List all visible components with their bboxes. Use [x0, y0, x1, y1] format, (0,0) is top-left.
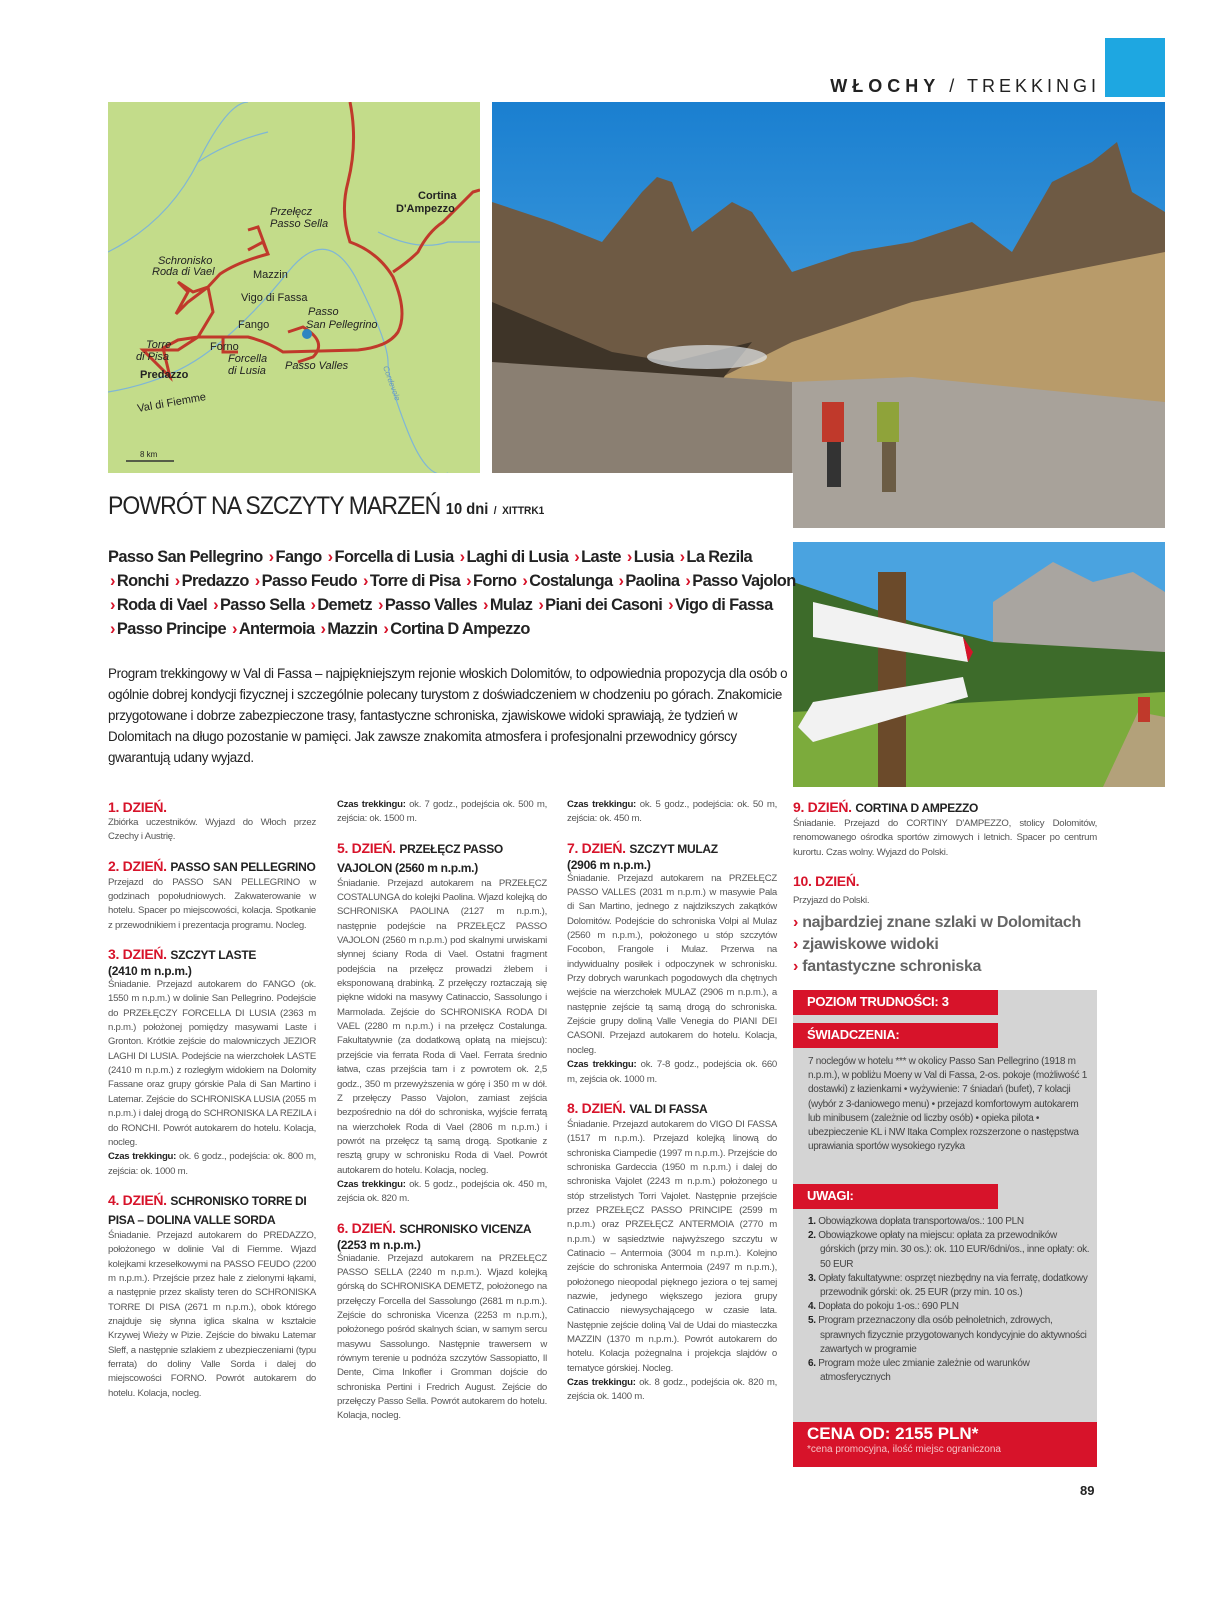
day-label: 8. DZIEŃ. [567, 1099, 626, 1116]
title-separator: / [493, 505, 497, 517]
trip-title [108, 492, 544, 521]
map-label: Vigo di Fassa [241, 292, 308, 304]
highlight-text: najbardziej znane szlaki w Dolomitach [802, 914, 1081, 932]
trip-code: XITTRK1 [502, 505, 545, 517]
highlight-text: fantastyczne schroniska [802, 958, 982, 976]
trekking-time [567, 1058, 777, 1087]
trekking-label: Czas trekkingu: [108, 1151, 177, 1163]
route-itinerary [108, 545, 798, 641]
program-column-4 [793, 798, 1097, 978]
route-stop: Ronchi [116, 572, 169, 590]
header-category: TREKKINGI [966, 76, 1100, 96]
route-stop: Torre di Pisa [369, 572, 461, 590]
day-title: SZCZYT LASTE [170, 948, 257, 963]
day-description: Przejazd do PASSO SAN PELLEGRINO w godzinach popołudniowych. Zakwaterowanie w hotelu. Spacer po miejscowości, kolacja. Spotkanie z przewodnikiem i prezentacja programu. Nocleg. [108, 876, 316, 931]
day-title: SZCZYT MULAZ [629, 841, 718, 856]
highlight-item [793, 956, 1097, 978]
services-text: 7 noclegów w hotelu *** w okolicy Passo San Pellegrino (1918 m n.p.m.), w pobliżu Moeny w Val di Fassa, 2-os. pokoje (możliwość 1 dostawki) z łazienkami • wyżywienie: 7 śniadań (bufet), 7 kolacji (wybór z 3-daniowego menu) • przejazd komfortowym autokarem lub minibusem (zależnie od liczby osób) • opieka pilota • ubezpieczenie KL i NW Itaka Complex rozszerzone o następstwa uprawiania sportów wysokiego ryzyka [808, 1056, 1088, 1153]
day-label: 2. DZIEŃ. [108, 857, 167, 874]
price-box [793, 1422, 1097, 1467]
chevron-right-icon: › [377, 596, 383, 614]
price-label: CENA OD: 2155 PLN* [807, 1424, 979, 1443]
note-text: Program przeznaczony dla osób pełnoletnich, zdrowych, sprawnych fizycznie przygotowanych kondycyjnie do aktywności zawartych w programie [818, 1315, 1087, 1355]
day-heading [108, 1191, 316, 1229]
day-description: Śniadanie. Przejazd autokarem na PRZEŁĘCZ PASSO SELLA (2240 m n.p.m.). Wjazd kolejką górską do SCHRONISKA DEMETZ, położonego na przełęczy Forcella del Sassolungo (2681 m n.p.m.). Zejście do schroniska Vicenza (2253 m n.p.m.), położonego pośród skalnych ścian, w samym sercu masywu Sassolungo. Następnie trawersem w równym terenie u podnóża szczytów Sassopiatto, Il Dente, Cima Inkofler i Gromman dojście do schroniska Pertini i Fredrich August. Zejście do przełęczy Passo Sella. Powrót autokarem do hotelu. Kolacja, nocleg. [337, 1252, 547, 1422]
note-item [808, 1229, 1090, 1272]
route-stop: Lusia [633, 548, 674, 566]
day-subtitle: (2906 m n.p.m.) [567, 857, 651, 872]
difficulty-level: POZIOM TRUDNOŚCI: 3 [793, 990, 998, 1015]
chevron-right-icon: › [618, 572, 624, 590]
chevron-right-icon: › [327, 548, 333, 566]
day-description: Śniadanie. Przejazd autokarem do FANGO (ok. 1550 m n.p.m.) w dolinie San Pellegrino. Podejście do PRZEŁĘCZY FORCELLA DI LUSIA (2363 m n.p.m.) położonej pomiędzy masywami Laste i Gronton. Krótkie zejście do malowniczych JEZIOR LAGHI DI LUSIA. Podejście na wierzchołek LASTE (2410 m n.p.m.) z rozległym widokiem na Dolomity Fassane oraz grupy górskie Pala di San Martino i Latemar. Zejście do SCHRONISKA LUSIA (2055 m n.p.m.) i dalej drogą do SCHRONISKA LA REZILA i do RONCHI. Powrót autokarem do hotelu. Kolacja, nocleg. [108, 979, 316, 1148]
route-stop: Passo Vajolon [692, 572, 796, 590]
note-item [808, 1272, 1090, 1300]
day-label: 4. DZIEŃ. [108, 1191, 167, 1208]
route-map [108, 102, 480, 473]
trekking-value: ok. 7-8 godz., podejścia ok. 660 m, zejścia ok. 1000 m. [567, 1059, 777, 1085]
day-label: 9. DZIEŃ. [793, 799, 852, 815]
map-label: Roda di Vael [152, 266, 215, 278]
route-stop: Passo Sella [219, 596, 305, 614]
brand-color-square [1105, 38, 1165, 97]
map-label: Passo Sella [270, 218, 329, 230]
program-column-1 [108, 798, 316, 1401]
map-label: Passo Valles [285, 360, 349, 372]
day-description: Śniadanie. Przejazd autokarem do PREDAZZO, położonego w dolinie Val di Fiemme. Wjazd kolejkami krzesełkowymi na PASSO FEUDO (2200 m n.p.m.). Przejście przez hale z zielonymi łąkami, a następnie przez skalisty teren do SCHRONISKA TORRE DI PISA (2671 m n.p.m.), obok którego znajduje się słynna iglica skalna w kształcie Krzywej Wieży w Pizie. Zejście do biwaku Latemar Sleff, a następnie szlakiem z ubezpieczeniami (typu ferrata) do doliny Valle Sorda i dalej do miejscowości FORNO. Powrót autokarem do hotelu. Kolacja, nocleg. [108, 1229, 316, 1399]
day-title: PRZEŁĘCZ PASSO VAJOLON (2560 m n.p.m.) [337, 841, 503, 875]
program-column-2 [337, 798, 547, 1424]
map-label: Fango [238, 319, 270, 331]
chevron-right-icon: › [110, 620, 115, 638]
map-label: Forno [210, 341, 239, 353]
chevron-right-icon: › [254, 572, 260, 590]
day-heading [108, 857, 316, 876]
header-separator: / [949, 76, 959, 96]
page-number: 89 [1080, 1483, 1095, 1498]
route-stop: Mazzin [327, 620, 378, 638]
note-text: Obowiązkowe opłaty na miejscu: opłata za przewodników górskich (przy min. 30 os.): ok. 110 EUR/6dni/os., inne opłaty: ok. 50 EUR [818, 1230, 1090, 1270]
note-number: 4. [808, 1301, 816, 1313]
note-item [808, 1300, 1090, 1314]
map-label: di Pisa [136, 351, 170, 363]
day-description: Śniadanie. Przejazd autokarem na PRZEŁĘCZ COSTALUNGA do kolejki Paolina. Wjazd kolejką do SCHRONISKA PAOLINA (2127 m n.p.m.), następnie podejście na PRZEŁĘCZ PASSO VAJOLON (2560 m n.p.m.) pod skalnymi urwiskami słynnej ściany Roda di Vael. Ostatni fragment podejścia na przełęcz prowadzi żlebem i eksponowaną drabinką. Z przełęczy roztaczają się piękne widoki na masywy Catinaccio, Sassolungo i Marmolada. Zejście do SCHRONISKA RODA DI VAEL (2280 m n.p.m.) i na przełęcz Costalunga. Fakultatywnie (za dodatkową opłatą na miejscu): przejście via ferrata Roda di Vael. Ferrata średnio łatwa, czas przejścia tam i z powrotem ok. 2,5 godz., 350 m przewyższenia w górę i 350 m w dół. Z przełęczy Passo Vajolon, zamiast zejścia bezpośrednio na dół do schroniska, wyjście ferratą na wierzchołek Roda di Vael (2806 m n.p.m.) i powrót na przełęcz tą samą drogą. Spotkanie z resztą grupy w schronisku Roda di Vael. Powrót autokarem do hotelu. Kolacja, nocleg. [337, 877, 547, 1176]
day-title: VAL DI FASSA [629, 1101, 708, 1116]
chevron-right-icon: › [110, 572, 115, 590]
route-stop: Passo Principe [116, 620, 226, 638]
route-stop: Roda di Vael [116, 596, 208, 614]
trekking-label: Czas trekkingu: [567, 799, 637, 810]
day-label: 1. DZIEŃ. [108, 799, 167, 815]
route-stop: La Rezila [686, 548, 753, 566]
chevron-right-icon: › [459, 548, 465, 566]
day-title: PASSO SAN PELLEGRINO [170, 859, 316, 874]
intro-paragraph: Program trekkingowy w Val di Fassa – najpiękniejszym rejonie włoskich Dolomitów, to odpowiednia propozycja dla osób o ogólnie dobrej kondycji fizycznej i szczególnie polecany turystom z doświadczeniem w chodzeniu po górach. Znakomicie przygotowane i dobrze zabezpieczone trasy, fantastyczne schroniska, zjawiskowe widoki sprawiają, że tydzień w Dolomitach na długo pozostanie w pamięci. Jak zawsze znakomita atmosfera i profesjonalni przewodnicy górscy gwarantują udany wyjazd. [108, 666, 788, 765]
chevron-right-icon: › [213, 596, 218, 614]
day-label: 6. DZIEŃ. [337, 1219, 396, 1236]
chevron-right-icon: › [174, 572, 180, 590]
map-label: San Pellegrino [306, 319, 378, 331]
chevron-right-icon: › [363, 572, 368, 590]
mountain-hikers-photo [492, 102, 1165, 528]
map-label: Torre [146, 339, 172, 351]
program-column-3 [567, 798, 777, 1405]
services-heading: ŚWIADCZENIA: [793, 1023, 998, 1048]
trekking-time [108, 1150, 316, 1179]
day-title: SCHRONISKO TORRE DI PISA – DOLINA VALLE SORDA [108, 1193, 307, 1227]
day-heading [337, 1219, 547, 1238]
trip-duration: 10 dni [445, 501, 489, 518]
chevron-right-icon: › [383, 620, 389, 638]
day-subtitle: (2410 m n.p.m.) [108, 964, 192, 979]
route-stop: Piani dei Casoni [545, 596, 663, 614]
trekking-value: ok. 7 godz., podejścia ok. 500 m, zejścia: ok. 1500 m. [337, 799, 547, 825]
trekking-label: Czas trekkingu: [337, 1178, 406, 1190]
notes-list [808, 1215, 1090, 1385]
route-stop: Predazzo [181, 572, 249, 590]
trip-name: POWRÓT NA SZCZYTY MARZEŃ [108, 492, 441, 520]
day-heading [793, 798, 1097, 817]
route-stop: Passo Feudo [261, 572, 358, 590]
trekking-time [337, 1178, 547, 1207]
trekking-value: ok. 5 godz., podejścia ok. 450 m, zejścia ok. 820 m. [337, 1178, 547, 1205]
route-stop: Cortina D Ampezzo [390, 620, 530, 638]
section-header [830, 76, 1100, 97]
route-stop: Fango [275, 548, 322, 566]
day-description: Przyjazd do Polski. [793, 895, 870, 907]
map-label: di Lusia [228, 365, 266, 377]
route-stop: Forno [473, 572, 517, 590]
route-stop: Demetz [317, 596, 373, 614]
chevron-right-icon: › [793, 958, 799, 976]
note-text: Obowiązkowa dopłata transportowa/os.: 100 PLN [818, 1216, 1024, 1227]
trekking-label: Czas trekkingu: [567, 1377, 636, 1389]
note-text: Program może ulec zmianie zależnie od warunków atmosferycznych [818, 1358, 1030, 1384]
trekking-time [337, 798, 547, 827]
map-label: Przełęcz [270, 206, 313, 218]
chevron-right-icon: › [110, 596, 115, 614]
trekking-time [567, 798, 777, 827]
chevron-right-icon: › [320, 620, 326, 638]
chevron-right-icon: › [793, 914, 799, 932]
day-heading [108, 798, 316, 816]
day-heading [108, 945, 316, 964]
map-label: Passo [308, 306, 339, 318]
day-description: Zbiórka uczestników. Wyjazd do Włoch przez Czechy i Austrię. [108, 817, 316, 843]
route-stop: Antermoia [238, 620, 315, 638]
map-scale-label: 8 km [140, 450, 158, 459]
trail-signpost-photo [793, 542, 1165, 787]
note-text: Opłaty fakultatywne: osprzęt niezbędny na via ferratę, dodatkowy przewodnik górski: ok. 25 EUR (przy min. 10 os.) [818, 1272, 1088, 1299]
route-stop: Mulaz [489, 596, 533, 614]
highlight-item [793, 912, 1097, 934]
map-label: D'Ampezzo [396, 203, 455, 215]
day-heading [567, 1099, 777, 1118]
day-description: Śniadanie. Przejazd autokarem na PRZEŁĘCZ PASSO VALLES (2031 m n.p.m.) w masywie Pala di San Martino, jednego z najdzikszych zakątków Dolomitów. Podejście do schroniska Volpi al Mulaz (2560 m n.p.m.), położonego u stóp szczytów Focobon, Frangole i Mulaz. Przerwa na indywidualny posiłek i odpoczynek w schronisku. Przy dobrych warunkach pogodowych dla chętnych wejście na wierzchołek MULAZ (2906 m n.p.m.), a następnie zejście tą samą drogą do schroniska. Zejście grupy doliną Valle Venegia do PIANI DEI CASONI. Przejazd autokarem do hotelu. Kolacja, nocleg. [567, 872, 777, 1056]
map-label: Val di Fiemme [136, 391, 207, 415]
price-note: *cena promocyjna, ilość miejsc ograniczona [807, 1444, 1001, 1455]
chevron-right-icon: › [482, 596, 488, 614]
chevron-right-icon: › [574, 548, 580, 566]
trekking-time [567, 1376, 777, 1405]
chevron-right-icon: › [522, 572, 528, 590]
day-heading [337, 839, 547, 877]
day-title: SCHRONISKO VICENZA [399, 1221, 532, 1236]
map-label: Schronisko [158, 255, 213, 267]
day-label: 10. DZIEŃ. [793, 873, 860, 890]
note-text: Dopłata do pokoju 1-os.: 690 PLN [818, 1301, 959, 1313]
route-stop: Passo San Pellegrino [108, 548, 263, 566]
day-heading [793, 872, 1097, 890]
route-stop: Paolina [625, 572, 680, 590]
note-number: 3. [808, 1272, 816, 1284]
chevron-right-icon: › [668, 596, 674, 614]
chevron-right-icon: › [231, 620, 237, 638]
map-label: Cordevole [381, 364, 403, 402]
trekking-label: Czas trekkingu: [567, 1059, 637, 1071]
note-number: 5. [808, 1315, 816, 1327]
route-stop: Passo Valles [384, 596, 477, 614]
chevron-right-icon: › [679, 548, 685, 566]
note-item [808, 1357, 1090, 1385]
map-label: Forcella [228, 353, 268, 365]
chevron-right-icon: › [685, 572, 691, 590]
day-subtitle: (2253 m n.p.m.) [337, 1237, 421, 1252]
day-label: 3. DZIEŃ. [108, 946, 167, 963]
map-label: Mazzin [253, 269, 288, 281]
header-country: WŁOCHY [830, 76, 941, 96]
chevron-right-icon: › [793, 936, 799, 954]
highlight-text: zjawiskowe widoki [802, 936, 939, 954]
day-heading [567, 839, 777, 858]
notes-heading: UWAGI: [793, 1184, 998, 1209]
note-item [808, 1314, 1090, 1357]
chevron-right-icon: › [538, 596, 544, 614]
day-label: 5. DZIEŃ. [337, 839, 396, 856]
note-item [808, 1215, 1090, 1229]
chevron-right-icon: › [626, 548, 632, 566]
note-number: 2. [808, 1230, 816, 1242]
note-number: 1. [808, 1216, 816, 1227]
chevron-right-icon: › [310, 596, 316, 614]
map-label: Predazzo [140, 369, 189, 381]
highlight-item [793, 934, 1097, 956]
route-stop: Laghi di Lusia [466, 548, 569, 566]
chevron-right-icon: › [466, 572, 471, 590]
trekking-value: ok. 6 godz., podejścia: ok. 800 m, zejścia: ok. 1000 m. [108, 1151, 316, 1177]
route-stop: Costalunga [529, 572, 613, 590]
route-stop: Forcella di Lusia [334, 548, 454, 566]
route-stop: Laste [581, 548, 621, 566]
day-description: Śniadanie. Przejazd autokarem do VIGO DI FASSA (1517 m n.p.m.). Przejazd kolejką linową do schroniska Ciampedie (1997 m n.p.m.). Przejście do schroniska Gardeccia (1950 m n.p.m.) i dalej do schroniska Vajolet (2243 m n.p.m.) położonego u stóp strzelistych Torri Vajolet. Następnie przejście przez PRZEŁĘCZ PASSO PRINCIPE (2599 m n.p.m.) oraz PRZEŁĘCZ ANTERMOIA (2770 m n.p.m.) w sąsiedztwie najwyższego szczytu w Catinacio – Antermoia (3004 m n.p.m.). Kolejno zejście do schroniska Antermoia (2497 m n.p.m.), położonego nieopodal pięknego jeziora o tej samej nazwie, jedynego większego jeziora grupy Catinaccio niewysychającego w czasie lata. Następnie zejście doliną Val de Udai do miasteczka MAZZIN (1370 m n.p.m.). Powrót autokarem do hotelu. Kolacja pożegnalna i projekcja slajdów o tematyce górskiej. Nocleg. [567, 1118, 777, 1374]
trekking-value: ok. 5 godz., podejścia: ok. 50 m, zejścia: ok. 450 m. [567, 799, 777, 825]
note-number: 6. [808, 1358, 816, 1370]
chevron-right-icon: › [268, 548, 274, 566]
trekking-label: Czas trekkingu: [337, 799, 406, 810]
map-background [108, 102, 480, 473]
route-stop: Vigo di Fassa [675, 596, 773, 614]
day-title: CORTINA D AMPEZZO [855, 801, 979, 815]
day-description: Śniadanie. Przejazd do CORTINY D'AMPEZZO, stolicy Dolomitów, renomowanego ośrodka sportów zimowych i letnich. Spacer po centrum kurortu. Czas wolny. Wyjazd do Polski. [793, 818, 1097, 858]
map-label: Cortina [418, 190, 457, 202]
day-label: 7. DZIEŃ. [567, 839, 626, 856]
trekking-value: ok. 8 godz., podejścia ok. 820 m, zejścia ok. 1400 m. [567, 1377, 777, 1403]
